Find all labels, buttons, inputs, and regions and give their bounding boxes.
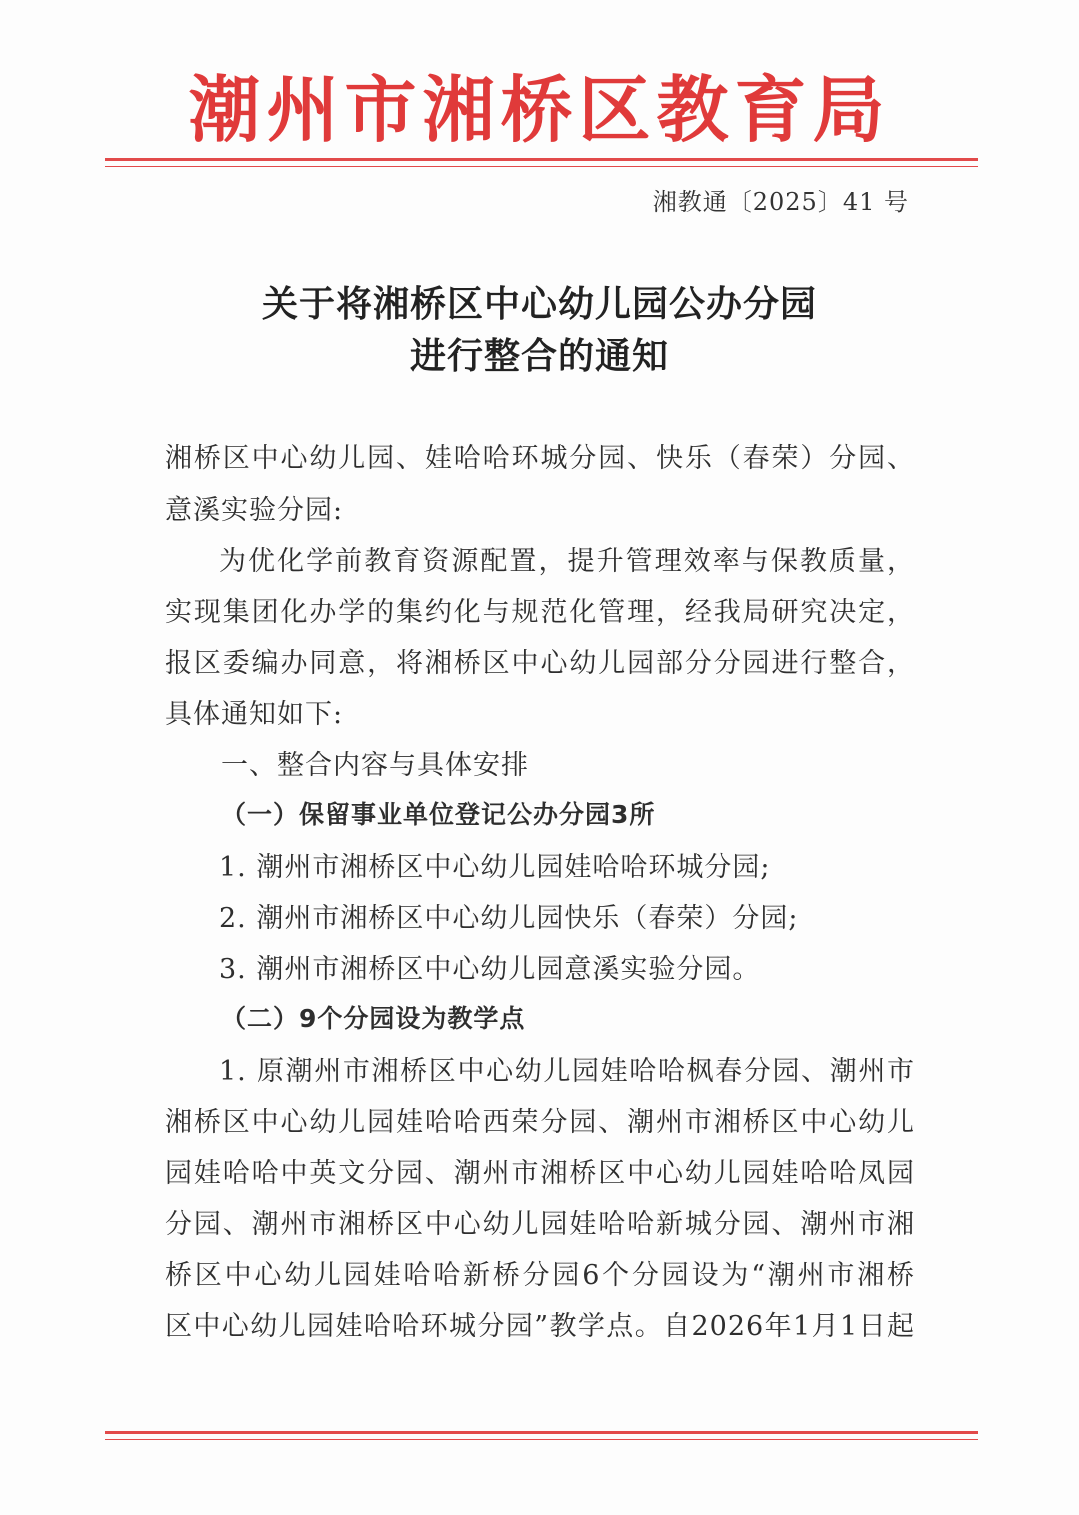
subsection-1-item-3: 3. 潮州市湘桥区中心幼儿园意溪实验分园。 xyxy=(219,954,761,985)
document-number: 湘教通〔2025〕41 号 xyxy=(652,188,909,216)
intro-line-3: 报区委编办同意，将湘桥区中心幼儿园部分分园进行整合， xyxy=(165,648,915,679)
subsection-2-heading: （二）9个分园设为教学点 xyxy=(221,1004,526,1033)
header-rule-thick xyxy=(105,158,978,161)
document-title-line-2: 进行整合的通知 xyxy=(409,335,669,377)
intro-line-2: 实现集团化办学的集约化与规范化管理，经我局研究决定， xyxy=(165,597,915,628)
subsection-2-para-line-6: 区中心幼儿园娃哈哈环城分园”教学点。自2026年1月1日起 xyxy=(165,1311,915,1342)
subsection-1-item-2: 2. 潮州市湘桥区中心幼儿园快乐（春荣）分园; xyxy=(219,903,799,934)
recipients-line-1: 湘桥区中心幼儿园、娃哈哈环城分园、快乐（春荣）分园、 xyxy=(165,443,915,474)
recipients-line-2: 意溪实验分园: xyxy=(165,495,344,526)
subsection-1-item-1: 1. 潮州市湘桥区中心幼儿园娃哈哈环城分园; xyxy=(219,852,771,883)
subsection-2-para-line-3: 园娃哈哈中英文分园、潮州市湘桥区中心幼儿园娃哈哈凤园 xyxy=(165,1158,915,1189)
subsection-1-heading: （一）保留事业单位登记公办分园3所 xyxy=(221,800,656,829)
section-1-heading: 一、整合内容与具体安排 xyxy=(221,750,529,781)
footer-rule-thin xyxy=(105,1439,978,1440)
subsection-2-para-line-5: 桥区中心幼儿园娃哈哈新桥分园6个分园设为“潮州市湘桥 xyxy=(165,1260,915,1291)
agency-header: 潮州市湘桥区教育局 xyxy=(188,68,891,152)
subsection-2-para-line-1: 1. 原潮州市湘桥区中心幼儿园娃哈哈枫春分园、潮州市 xyxy=(219,1056,915,1087)
footer-rule-thick xyxy=(105,1431,978,1434)
intro-line-1: 为优化学前教育资源配置，提升管理效率与保教质量， xyxy=(219,546,915,577)
document-title-line-1: 关于将湘桥区中心幼儿园公办分园 xyxy=(261,283,817,325)
subsection-2-para-line-4: 分园、潮州市湘桥区中心幼儿园娃哈哈新城分园、潮州市湘 xyxy=(165,1209,915,1240)
subsection-2-para-line-2: 湘桥区中心幼儿园娃哈哈西荣分园、潮州市湘桥区中心幼儿 xyxy=(165,1107,915,1138)
intro-line-4: 具体通知如下: xyxy=(165,699,344,730)
header-rule-thin xyxy=(105,166,978,167)
